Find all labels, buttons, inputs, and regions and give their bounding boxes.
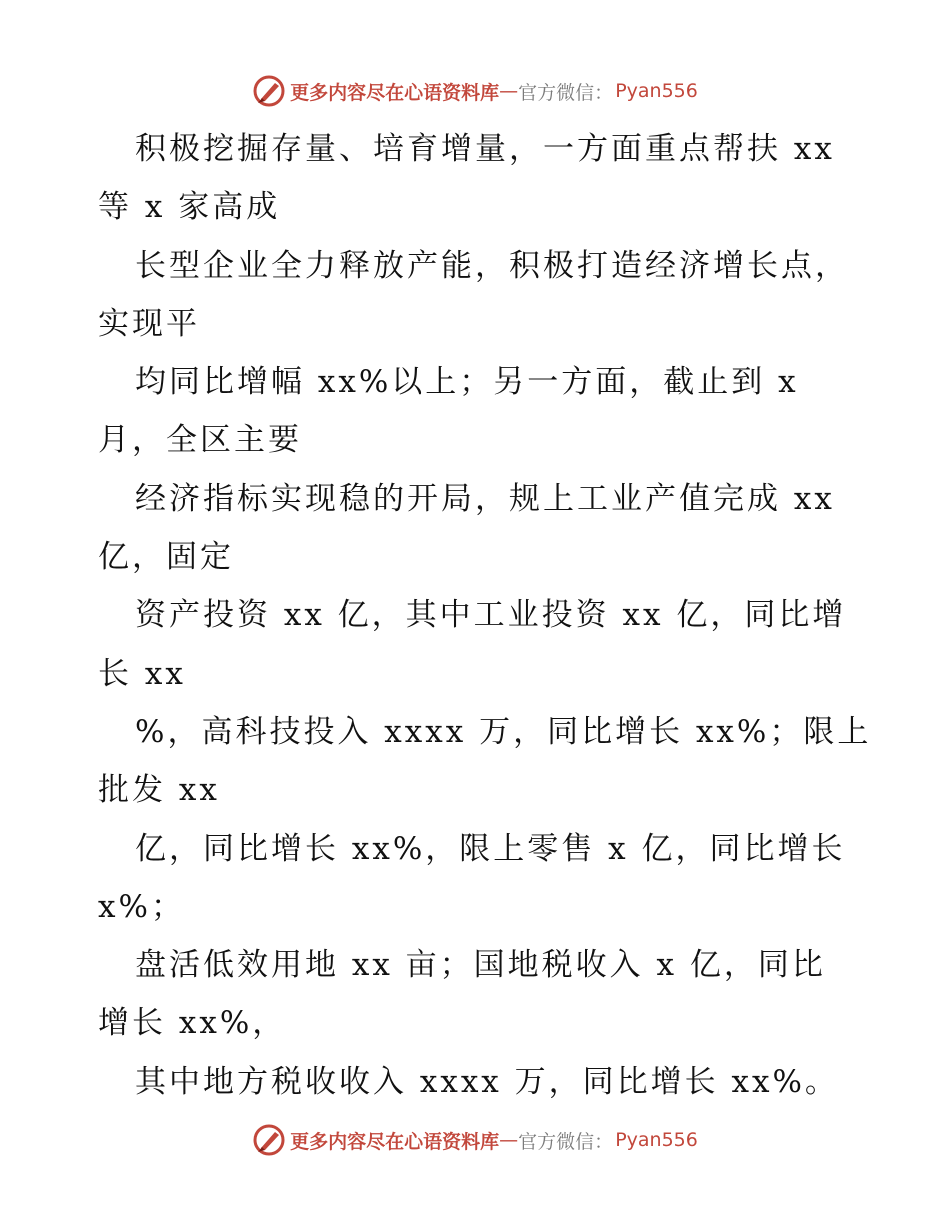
- watermark-main-text: 更多内容尽在心语资料库: [290, 1130, 500, 1153]
- text-line: 亿，同比增长 xx%，限上零售 x 亿，同比增长: [135, 830, 846, 867]
- text-line: %，高科技投入 xxxx 万，同比增长 xx%；限上: [135, 713, 872, 750]
- text-line: 实现平: [98, 305, 200, 342]
- pen-circle-icon: [252, 74, 286, 108]
- text-line: 经济指标实现稳的开局，规上工业产值完成 xx: [135, 480, 835, 517]
- watermark-dash: —: [499, 1129, 519, 1151]
- text-line: 长型企业全力释放产能，积极打造经济增长点，: [135, 247, 849, 284]
- text-line: 批发 xx: [98, 772, 220, 809]
- watermark-main-text: 更多内容尽在心语资料库: [290, 81, 500, 104]
- watermark-dash: —: [499, 80, 519, 102]
- footer-watermark: [0, 1120, 950, 1160]
- text-line: 月，全区主要: [98, 422, 302, 459]
- header-watermark: [0, 71, 950, 111]
- text-line: 积极挖掘存量、培育增量，一方面重点帮扶 xx: [135, 131, 835, 167]
- text-line: x%；: [98, 888, 185, 925]
- document-body: [0, 120, 950, 1111]
- watermark-official-label: 官方微信：: [518, 81, 614, 104]
- text-line: 资产投资 xx 亿，其中工业投资 xx 亿，同比增: [135, 597, 847, 634]
- watermark-official-label: 官方微信：: [518, 1130, 614, 1153]
- text-line: 增长 xx%，: [98, 1005, 287, 1042]
- pen-circle-icon: [252, 1123, 286, 1157]
- text-line: 均同比增幅 xx%以上；另一方面，截止到 x: [135, 364, 799, 401]
- text-line: 长 xx: [98, 655, 186, 692]
- watermark-account-id: Pyan556: [615, 1129, 698, 1151]
- text-line: 其中地方税收收入 xxxx 万，同比增长 xx%。: [135, 1063, 839, 1100]
- watermark-account-id: Pyan556: [615, 80, 698, 102]
- text-line: 等 x 家高成: [98, 189, 281, 226]
- text-line: 亿，固定: [98, 539, 234, 576]
- text-line: 盘活低效用地 xx 亩；国地税收入 x 亿，同比: [135, 947, 826, 984]
